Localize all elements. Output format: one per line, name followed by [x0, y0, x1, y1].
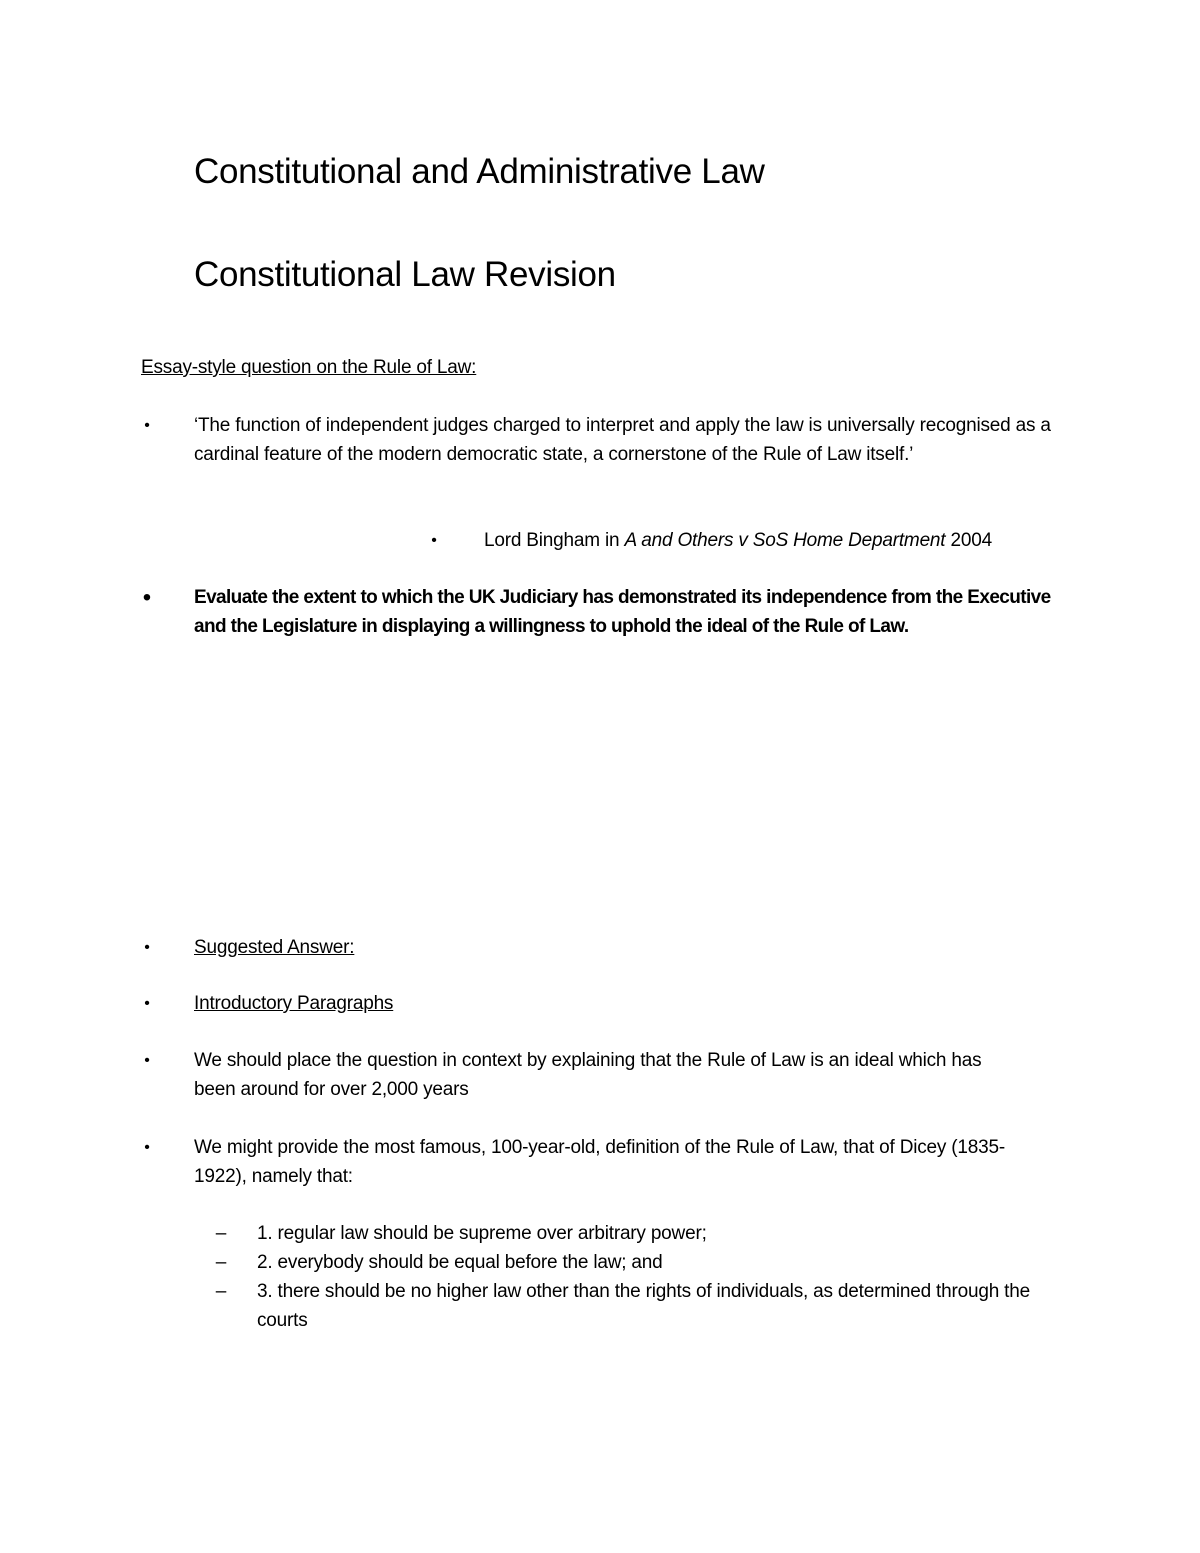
intro-paragraphs-heading: Introductory Paragraphs	[194, 993, 394, 1014]
dash-icon: –	[215, 1281, 227, 1302]
bullet-icon: •	[144, 1139, 150, 1156]
page-subtitle: Constitutional Law Revision	[194, 255, 616, 294]
dash-icon: –	[215, 1223, 227, 1244]
bullet-icon: •	[431, 532, 437, 549]
suggested-answer-heading: Suggested Answer:	[194, 937, 355, 958]
essay-heading: Essay-style question on the Rule of Law:	[141, 357, 477, 378]
quote-attribution	[484, 526, 992, 555]
dicey-point-2: 2. everybody should be equal before the law; and	[257, 1252, 663, 1273]
dicey-point-1: 1. regular law should be supreme over arbitrary power;	[257, 1223, 707, 1244]
attribution-prefix: Lord Bingham in	[484, 530, 625, 551]
bullet-icon: •	[144, 995, 150, 1012]
bullet-icon: •	[142, 584, 152, 611]
dash-icon: –	[215, 1252, 227, 1273]
page-title: Constitutional and Administrative Law	[194, 152, 765, 191]
essay-quote: ‘The function of independent judges charged to interpret and apply the law is universally recognised as a cardinal feature of the modern democratic state, a cornerstone of the Rule of Law itself.’	[194, 415, 1051, 465]
bullet-icon: •	[144, 417, 150, 434]
dicey-point-3: 3. there should be no higher law other than the rights of individuals, as determined through the courts	[257, 1281, 1030, 1331]
answer-point-context: We should place the question in context by explaining that the Rule of Law is an ideal which has been around for over 2,000 years	[194, 1050, 982, 1100]
attribution-case: A and Others v SoS Home Department	[624, 530, 946, 551]
bullet-icon: •	[144, 1052, 150, 1069]
essay-question: Evaluate the extent to which the UK Judiciary has demonstrated its independence from the Executive and the Legislature in displaying a willingness to uphold the ideal of the Rule of Law.	[194, 587, 1051, 637]
attribution-year: 2004	[945, 530, 992, 551]
bullet-icon: •	[144, 939, 150, 956]
answer-point-dicey: We might provide the most famous, 100-year-old, definition of the Rule of Law, that of Dicey (1835-1922), namely that:	[194, 1137, 1006, 1187]
